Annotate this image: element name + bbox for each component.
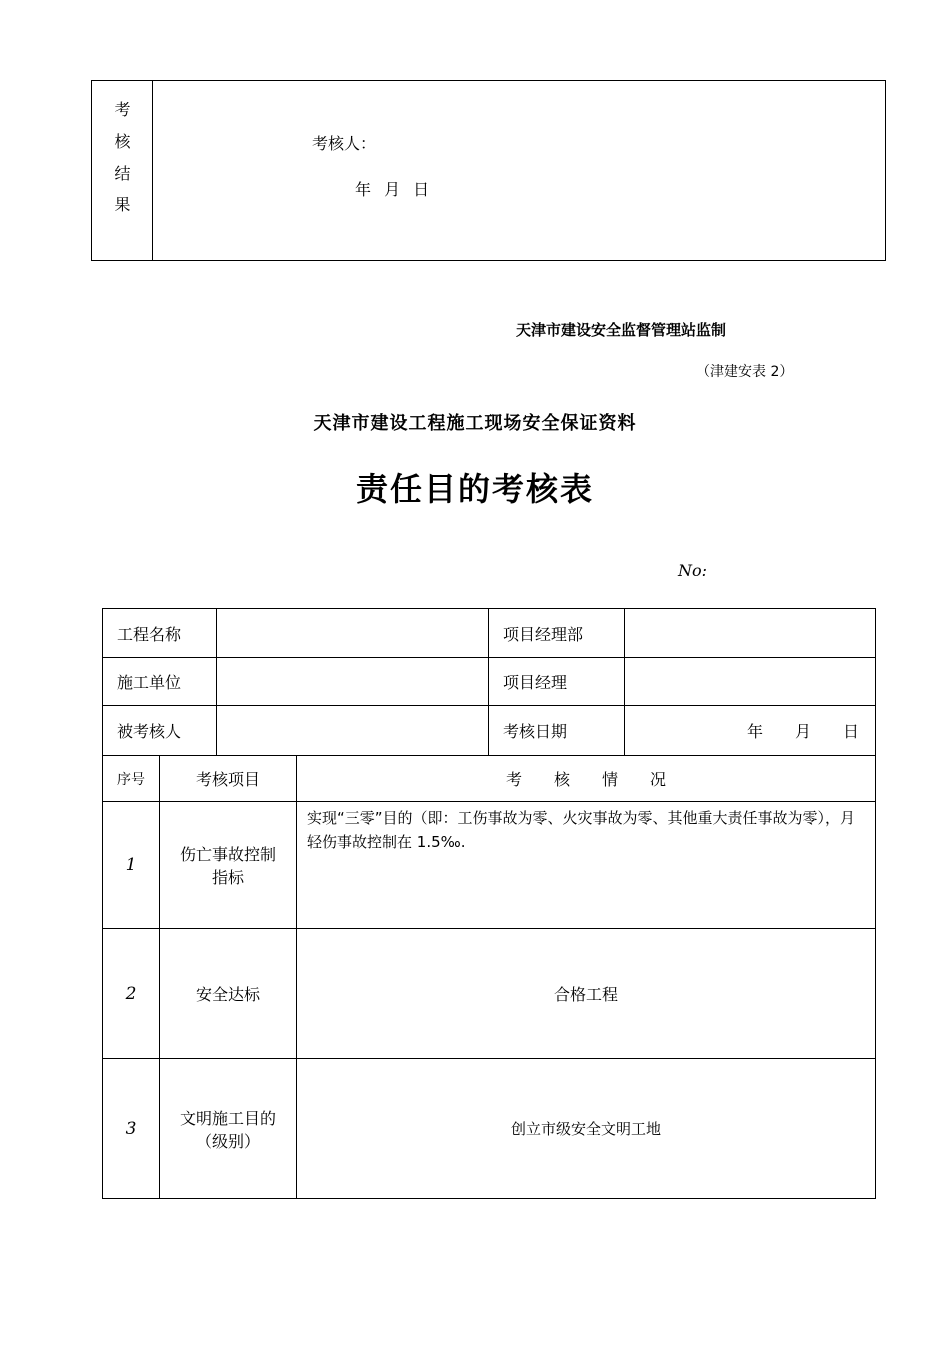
item-header: 考核项目	[160, 756, 297, 802]
project-manager-field[interactable]	[625, 658, 876, 706]
result-label-char: 果	[114, 195, 131, 214]
project-name-label: 工程名称	[103, 609, 217, 658]
info-row	[103, 609, 876, 658]
row-seq: 3	[103, 1059, 160, 1199]
status-header: 考 核 情 况	[297, 756, 876, 802]
project-name-field[interactable]	[217, 609, 489, 658]
project-dept-label: 项目经理部	[489, 609, 625, 658]
result-label-char: 核	[114, 132, 131, 151]
seq-header: 序号	[103, 756, 160, 802]
assessee-field[interactable]	[217, 706, 489, 756]
assessment-date-field[interactable]: 年 月 日	[625, 706, 876, 756]
result-label-char: 结	[114, 164, 131, 183]
project-dept-field[interactable]	[625, 609, 876, 658]
construction-unit-field[interactable]	[217, 658, 489, 706]
row-status: 创立市级安全文明工地	[297, 1059, 876, 1199]
info-row	[103, 706, 876, 756]
row-status: 合格工程	[297, 929, 876, 1059]
table-row	[103, 929, 876, 1059]
construction-unit-label: 施工单位	[103, 658, 217, 706]
info-row	[103, 658, 876, 706]
table-header-row	[103, 756, 876, 802]
supervisor-text: 天津市建设安全监督管理站监制	[516, 321, 727, 339]
row-item: 文明施工目的（级别）	[160, 1059, 297, 1199]
row-seq: 1	[103, 802, 160, 929]
assessee-label: 被考核人	[103, 706, 217, 756]
review-date-line: 年 月 日	[355, 180, 430, 199]
row-seq: 2	[103, 929, 160, 1059]
project-manager-label: 项目经理	[489, 658, 625, 706]
assessment-date-label: 考核日期	[489, 706, 625, 756]
reviewer-label: 考核人：	[312, 134, 377, 153]
row-item: 伤亡事故控制指标	[160, 802, 297, 929]
document-title: 天津市建设工程施工现场安全保证资料	[313, 413, 637, 434]
form-code: （津建安表 2）	[696, 364, 794, 380]
assessment-result-box	[91, 80, 886, 261]
assessment-table	[102, 608, 876, 1199]
row-item: 安全达标	[160, 929, 297, 1059]
row-status: 实现“三零”目的（即：工伤事故为零、火灾事故为零、其他重大责任事故为零），月轻伤事故控制在 1.5‰.	[297, 802, 876, 929]
number-label: No:	[678, 561, 708, 580]
result-label-char: 考	[114, 100, 131, 119]
table-row	[103, 802, 876, 929]
result-label-column	[92, 81, 153, 260]
form-title: 责任目的考核表	[355, 470, 594, 508]
table-row	[103, 1059, 876, 1199]
